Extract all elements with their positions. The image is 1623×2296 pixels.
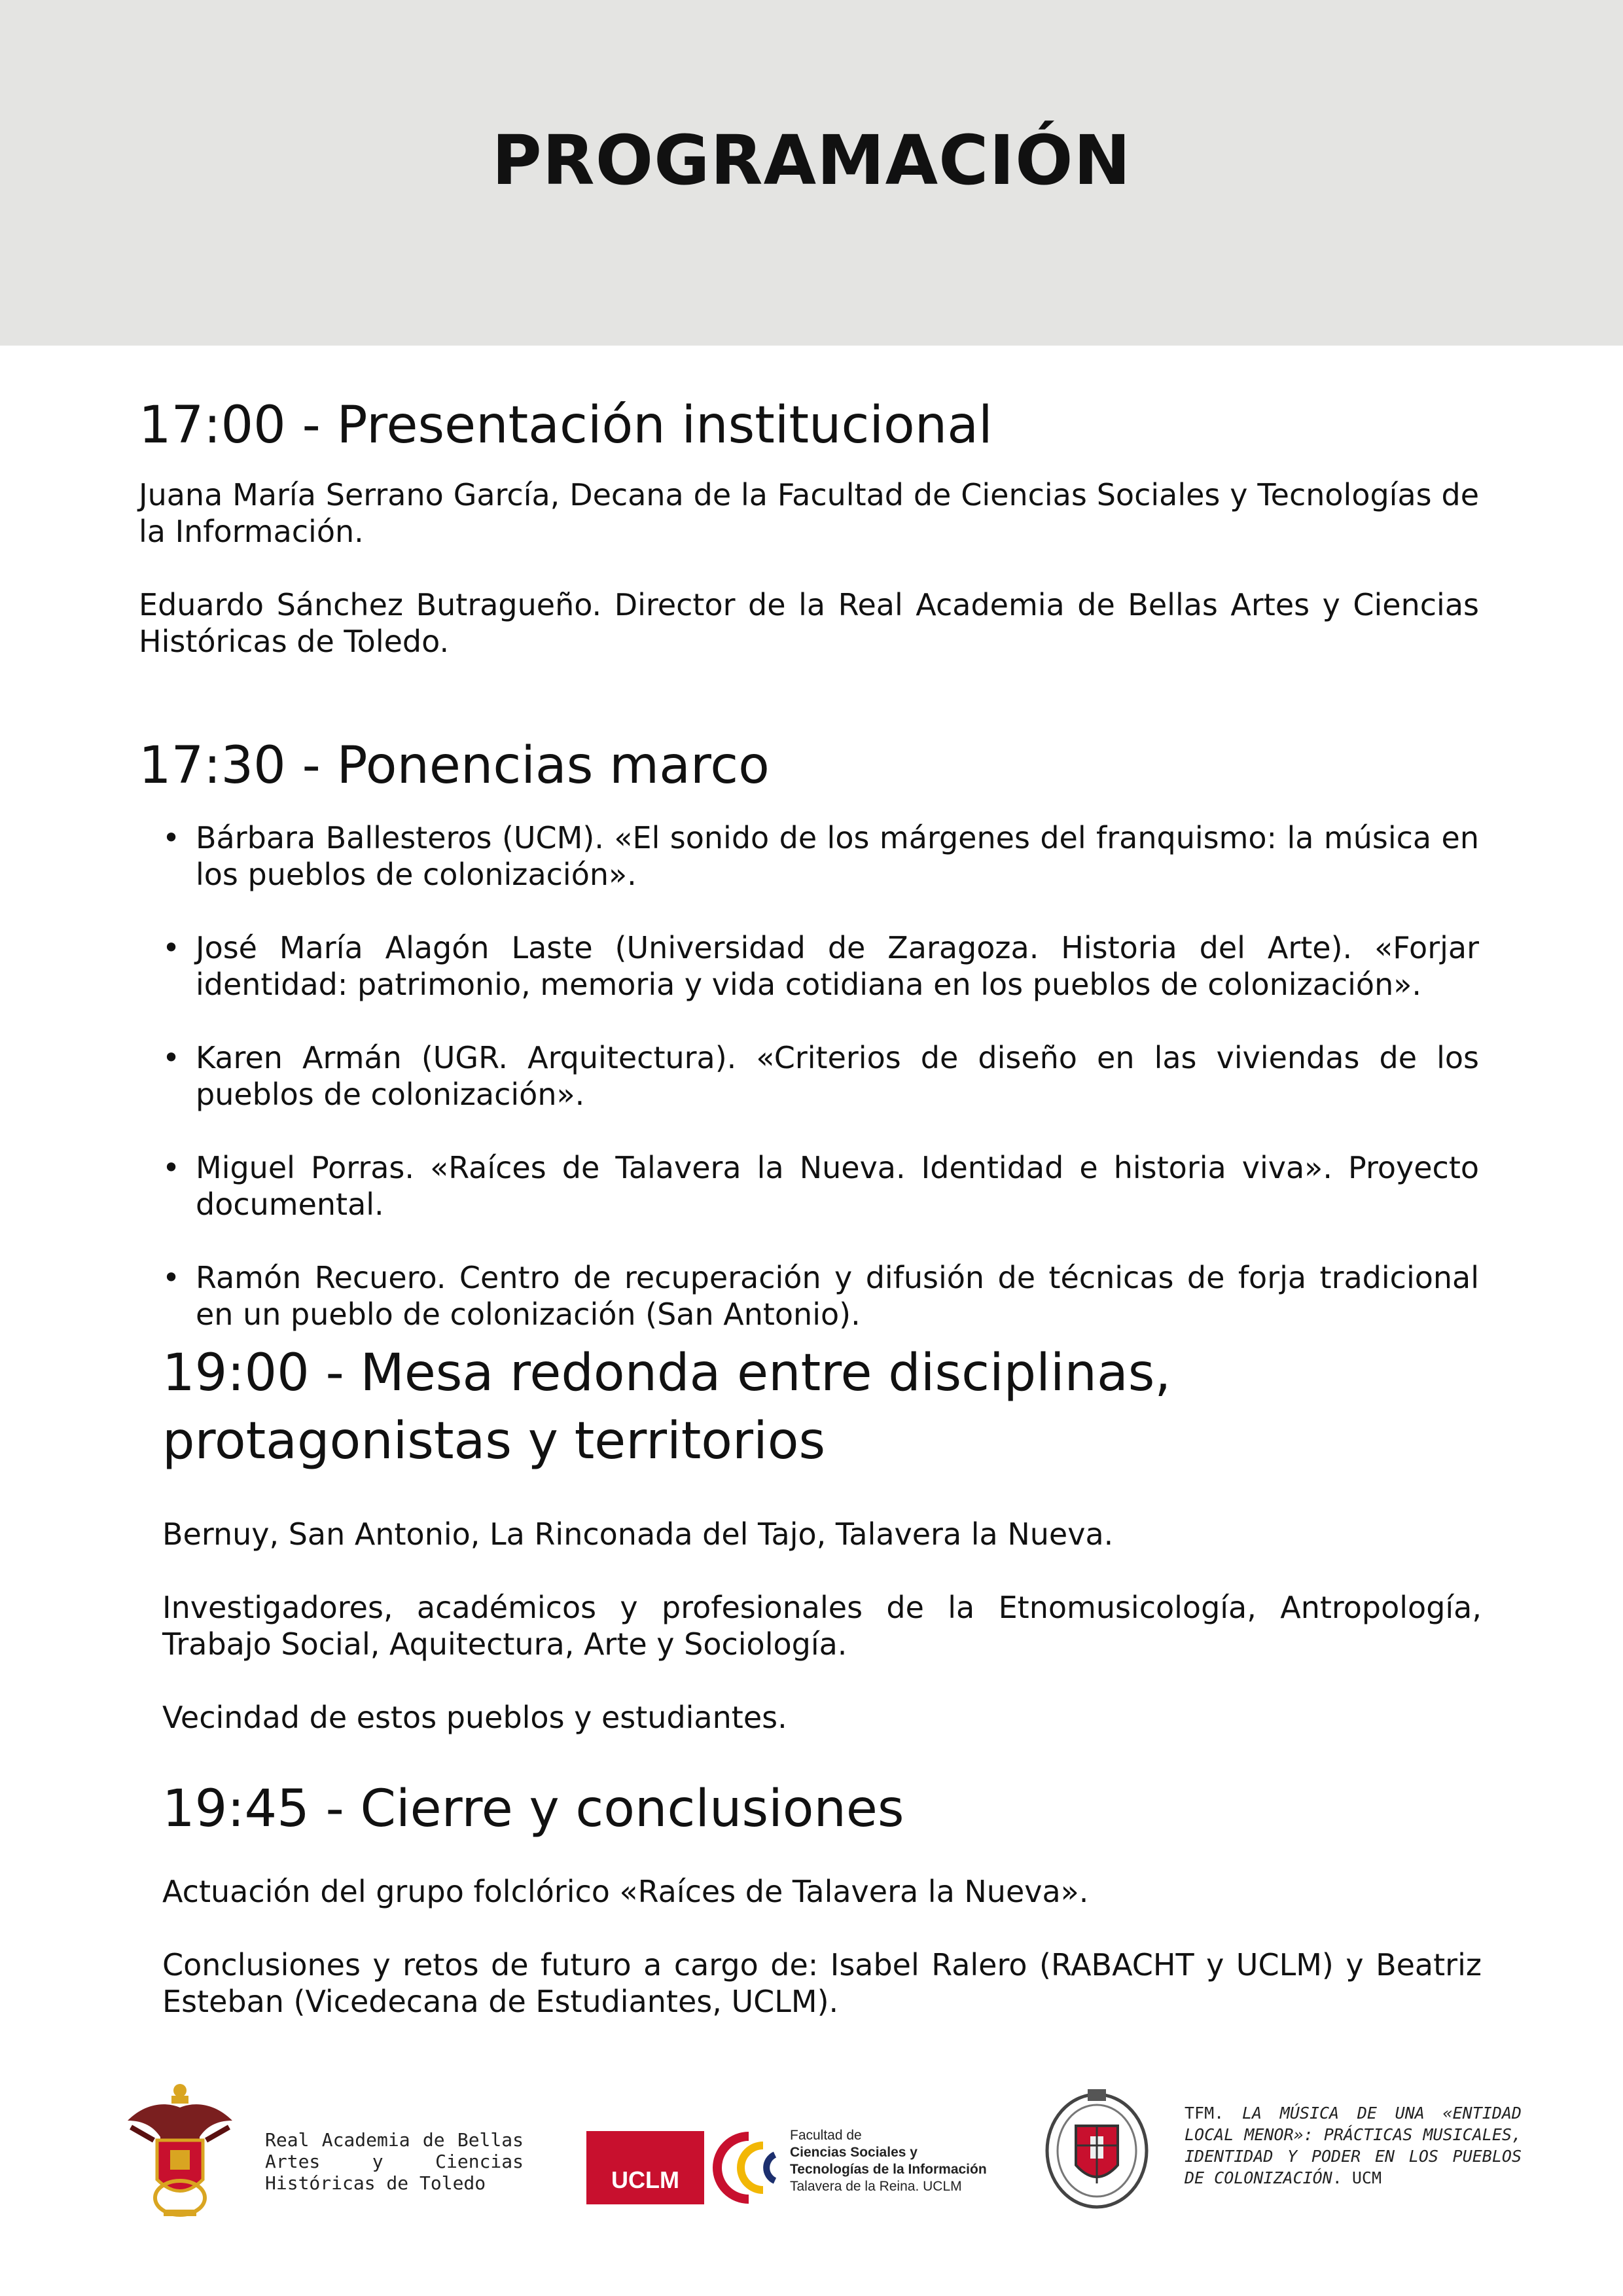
tfm-note: [1185, 2102, 1522, 2189]
list-item-text: Karen Armán (UGR. Arquitectura). «Criterios de diseño en las viviendas de los pueblos de colonización».: [196, 1040, 1479, 1112]
list-item: [139, 819, 1479, 893]
list-item: [139, 929, 1479, 1003]
section-ponencias: [139, 732, 1479, 1333]
list-item-text: Ramón Recuero. Centro de recuperación y difusión de técnicas de forja tradicional en un pueblo de colonización (San Antonio).: [196, 1260, 1479, 1332]
facultad-name: [790, 2127, 1006, 2195]
page-title: PROGRAMACIÓN: [491, 120, 1132, 200]
facultad-line: Tecnologías de la Información: [790, 2162, 987, 2177]
paragraph: Actuación del grupo folclórico «Raíces de Talavera la Nueva».: [162, 1874, 1089, 1909]
tfm-title: LA MÚSICA DE UNA «ENTIDAD LOCAL MENOR»: PRÁCTICAS MUSICALES, IDENTIDAD Y PODER EN LOS PUEBLOS DE COLONIZACIÓN: [1185, 2104, 1522, 2187]
paragraph: Vecindad de estos pueblos y estudiantes.: [162, 1700, 787, 1735]
list-item: [139, 1149, 1479, 1223]
paragraph: Bernuy, San Antonio, La Rinconada del Tajo, Talavera la Nueva.: [162, 1516, 1114, 1552]
footer: [0, 2062, 1623, 2225]
list-item: [139, 1259, 1479, 1333]
list-item-text: José María Alagón Laste (Universidad de Zaragoza. Historia del Arte). «Forjar identidad: patrimonio, memoria y vida cotidiana en los pueblos de colonización».: [196, 930, 1479, 1002]
section-presentacion: [139, 391, 1479, 660]
bullet-icon: •: [162, 1040, 181, 1075]
academy-crest-icon: [124, 2081, 236, 2219]
paragraph: Conclusiones y retos de futuro a cargo de: Isabel Ralero (RABACHT y UCLM) y Beatriz Esteban (Vicedecana de Estudiantes, UCLM).: [162, 1947, 1482, 2019]
paragraph: Eduardo Sánchez Butragueño. Director de la Real Academia de Bellas Artes y Ciencias Históricas de Toledo.: [139, 587, 1479, 659]
section-heading: 17:00 - Presentación institucional: [139, 396, 993, 455]
section-heading: 17:30 - Ponencias marco: [139, 736, 770, 795]
list-item-text: Miguel Porras. «Raíces de Talavera la Nueva. Identidad e historia viva». Proyecto documental.: [196, 1150, 1479, 1222]
bullet-icon: •: [162, 1260, 181, 1295]
tfm-prefix: TFM.: [1185, 2104, 1242, 2123]
section-cierre: [162, 1775, 1482, 2020]
ponencias-list: [139, 819, 1479, 1333]
facultad-line: Ciencias Sociales y: [790, 2145, 918, 2160]
facultad-logo-icon: [712, 2131, 785, 2204]
facultad-line: Facultad de: [790, 2128, 862, 2143]
section-heading: 19:45 - Cierre y conclusiones: [162, 1780, 904, 1839]
list-item: [139, 1039, 1479, 1113]
ucm-seal-icon: [1042, 2085, 1152, 2211]
list-item-text: Bárbara Ballesteros (UCM). «El sonido de los márgenes del franquismo: la música en los pueblos de colonización».: [196, 820, 1479, 892]
uclm-logo-text: UCLM: [611, 2166, 679, 2193]
section-heading: 19:00 - Mesa redonda entre disciplinas, protagonistas y territorios: [162, 1344, 1171, 1471]
bullet-icon: •: [162, 930, 181, 965]
facultad-line: Talavera de la Reina. UCLM: [790, 2179, 962, 2194]
tfm-suffix: . UCM: [1332, 2168, 1382, 2187]
academy-name: Real Academia de Bellas Artes y Ciencias Históricas de Toledo: [265, 2129, 524, 2194]
bullet-icon: •: [162, 1150, 181, 1185]
paragraph: Investigadores, académicos y profesionales de la Etnomusicología, Antropología, Trabajo Social, Aquitectura, Arte y Sociología.: [162, 1590, 1482, 1662]
bullet-icon: •: [162, 820, 181, 855]
section-mesa-redonda: [162, 1339, 1482, 1736]
paragraph: Juana María Serrano García, Decana de la Facultad de Ciencias Sociales y Tecnologías de la Información.: [139, 477, 1479, 549]
uclm-logo-icon: [586, 2131, 704, 2204]
